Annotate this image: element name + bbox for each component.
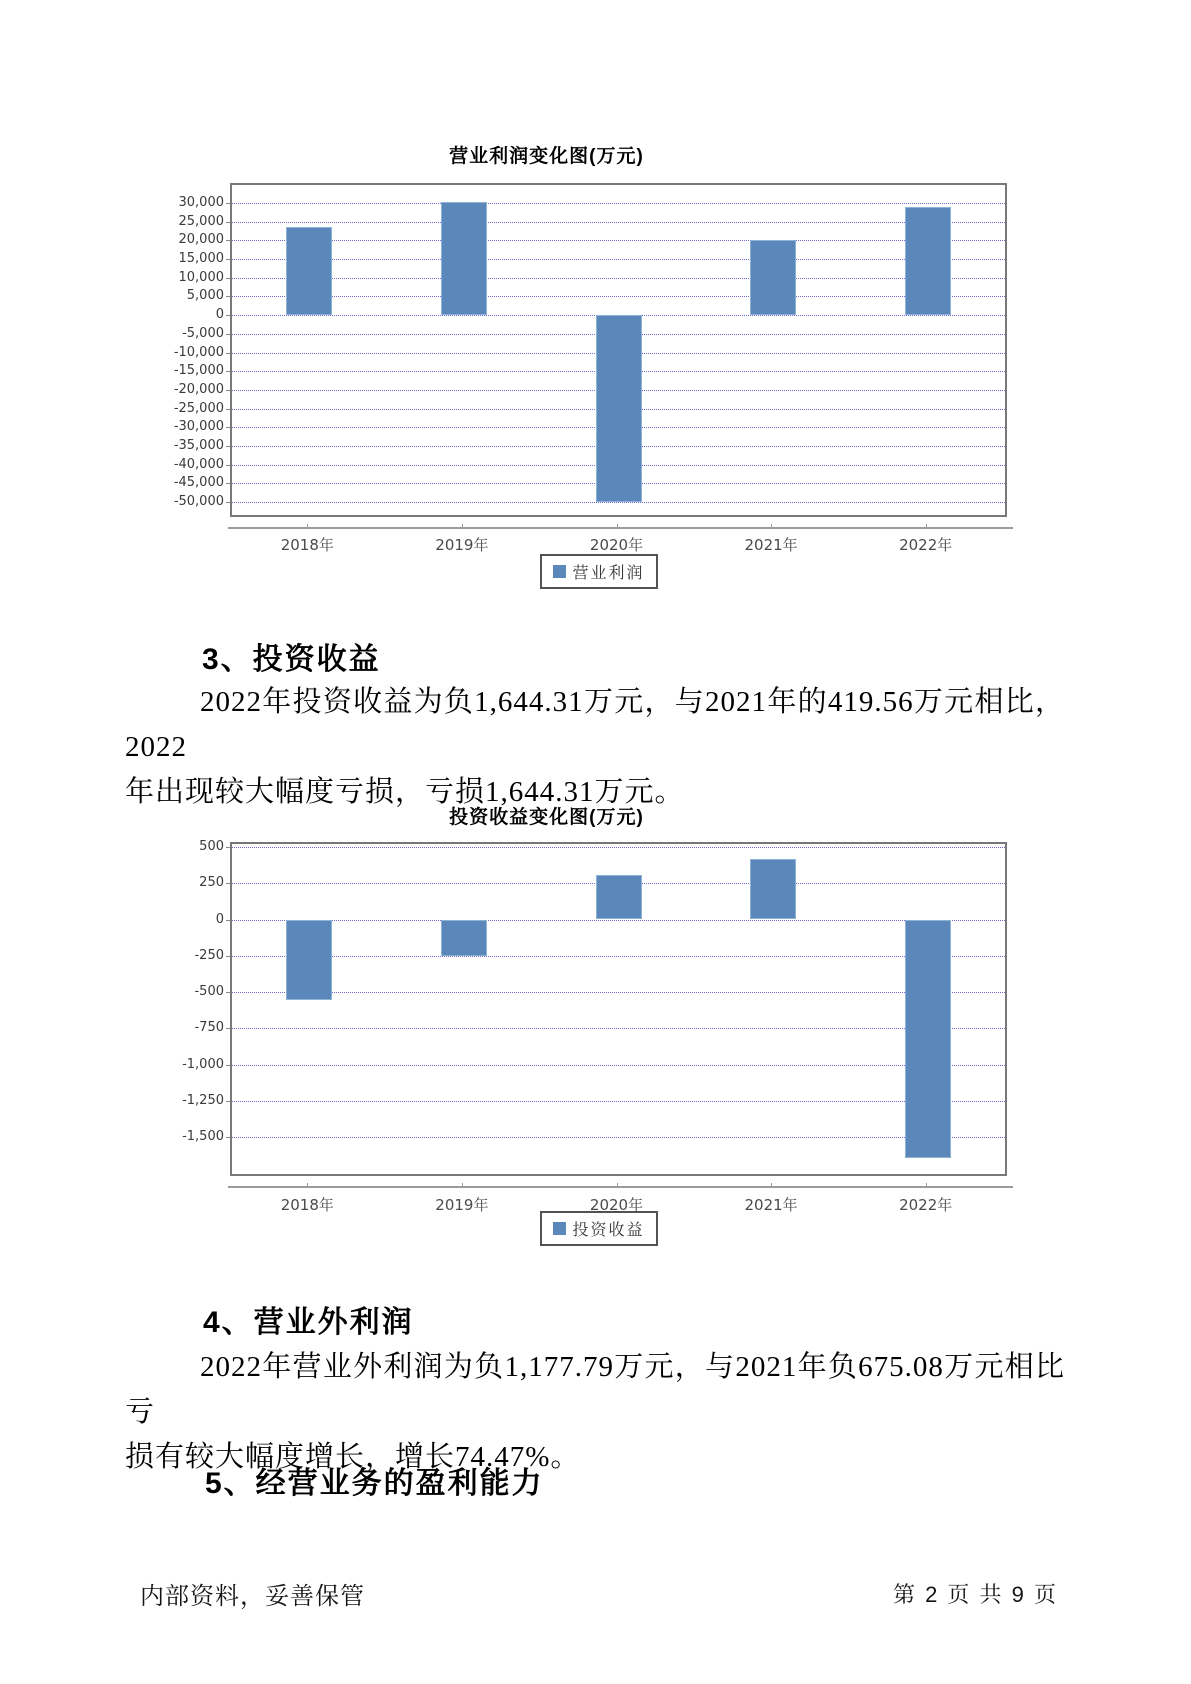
x-axis-tick xyxy=(617,1183,618,1188)
x-tick-label: 2020年 xyxy=(589,536,644,554)
y-axis-tick xyxy=(226,446,230,447)
legend-label: 投资收益 xyxy=(572,1222,645,1239)
y-axis-tick xyxy=(226,465,230,466)
y-tick-label: 10,000 xyxy=(178,269,224,285)
y-tick-label: -50,000 xyxy=(173,494,224,509)
legend-swatch xyxy=(552,565,565,578)
operating-profit-chart xyxy=(150,130,1010,600)
y-axis-tick xyxy=(226,296,230,297)
x-axis-tick xyxy=(462,524,463,529)
legend xyxy=(539,1211,657,1246)
y-tick-label: 500 xyxy=(199,839,224,854)
bar-2020年 xyxy=(596,315,642,502)
y-axis-tick xyxy=(226,1028,230,1029)
y-tick-label: 20,000 xyxy=(178,232,224,248)
x-axis-line xyxy=(228,1186,1013,1188)
y-axis-tick xyxy=(226,427,230,428)
y-tick-label: -45,000 xyxy=(173,475,224,491)
x-tick-label: 2021年 xyxy=(744,1196,798,1214)
footer-classification-note: 内部资料，妥善保管 xyxy=(140,1583,365,1610)
y-tick-label: -35,000 xyxy=(173,437,224,453)
y-axis-tick xyxy=(226,920,230,921)
x-axis-tick xyxy=(771,1183,772,1188)
footer-page-number: 第 2 页 共 9 页 xyxy=(892,1582,1058,1607)
bar-2019年 xyxy=(441,202,487,315)
y-axis-tick xyxy=(226,371,230,372)
section-heading-4: 4、营业外利润 xyxy=(203,1305,414,1339)
bar-2021年 xyxy=(750,859,796,920)
gridline xyxy=(232,259,1005,260)
y-tick-label: 30,000 xyxy=(178,195,224,210)
y-tick-label: -250 xyxy=(194,947,224,963)
x-axis-tick xyxy=(926,524,927,529)
y-tick-label: 250 xyxy=(199,875,224,891)
x-axis-tick xyxy=(307,1183,308,1188)
y-tick-label: -25,000 xyxy=(173,400,224,416)
y-axis-tick xyxy=(226,334,230,335)
paragraph-line: 2022年营业外利润为负1,177.79万元，与2021年负675.08万元相比亏 xyxy=(125,1351,1065,1428)
y-axis-tick xyxy=(226,956,230,957)
y-axis-tick xyxy=(226,203,230,204)
y-axis-tick xyxy=(226,278,230,279)
y-tick-label: 5,000 xyxy=(186,288,224,304)
gridline xyxy=(232,956,1005,957)
paragraph-line: 损有较大幅度增长，增长74.47%。 xyxy=(125,1441,581,1473)
paragraph-line: 年出现较大幅度亏损，亏损1,644.31万元。 xyxy=(125,776,685,808)
section-heading-5: 5、经营业务的盈利能力 xyxy=(205,1466,544,1500)
bar-2018年 xyxy=(286,920,332,1000)
legend-swatch xyxy=(552,1222,565,1235)
chart-title: 投资收益变化图(万元) xyxy=(449,807,644,828)
y-axis-tick xyxy=(226,390,230,391)
y-tick-label: -5,000 xyxy=(182,325,224,341)
gridline xyxy=(232,992,1005,993)
gridline xyxy=(232,920,1005,921)
plot-area xyxy=(230,183,1007,517)
chart-title: 营业利润变化图(万元) xyxy=(449,146,644,167)
y-axis-tick xyxy=(226,1137,230,1138)
gridline xyxy=(232,1137,1005,1138)
y-axis-tick xyxy=(226,409,230,410)
y-tick-label: -1,000 xyxy=(182,1056,224,1072)
y-tick-label: -15,000 xyxy=(173,363,224,379)
x-axis-tick xyxy=(307,524,308,529)
section-heading-3: 3、投资收益 xyxy=(202,642,381,676)
legend-label: 营业利润 xyxy=(572,565,645,582)
x-axis-tick xyxy=(617,524,618,529)
bar-2021年 xyxy=(750,240,796,315)
plot-area xyxy=(230,842,1007,1176)
x-axis-line xyxy=(228,527,1013,529)
y-axis-tick xyxy=(226,1065,230,1066)
y-tick-label: 0 xyxy=(215,307,224,323)
y-tick-label: -500 xyxy=(194,984,224,999)
x-axis-tick xyxy=(926,1183,927,1188)
y-axis-tick xyxy=(226,847,230,848)
x-axis-tick xyxy=(462,1183,463,1188)
y-axis-tick xyxy=(226,992,230,993)
gridline xyxy=(232,203,1005,204)
gridline xyxy=(232,296,1005,297)
y-tick-label: -30,000 xyxy=(173,419,224,435)
bar-2022年 xyxy=(905,920,951,1158)
x-tick-label: 2018年 xyxy=(280,536,334,554)
paragraph-line: 2022年投资收益为负1,644.31万元，与2021年的419.56万元相比，2022 xyxy=(125,686,1065,763)
y-axis-tick xyxy=(226,483,230,484)
y-tick-label: -750 xyxy=(194,1020,224,1036)
investment-income-chart xyxy=(150,790,1010,1260)
x-tick-label: 2022年 xyxy=(899,536,953,554)
y-tick-label: 15,000 xyxy=(178,251,224,267)
bar-2019年 xyxy=(441,920,487,957)
gridline xyxy=(232,1101,1005,1102)
x-tick-label: 2019年 xyxy=(435,1196,489,1214)
bar-2020年 xyxy=(596,875,642,920)
y-axis-tick xyxy=(226,883,230,884)
gridline xyxy=(232,278,1005,279)
x-tick-label: 2019年 xyxy=(435,536,489,554)
y-tick-label: -20,000 xyxy=(173,381,224,397)
x-tick-label: 2022年 xyxy=(899,1196,953,1214)
bar-2018年 xyxy=(286,227,332,315)
y-tick-label: -1,500 xyxy=(182,1129,224,1144)
bar-2022年 xyxy=(905,207,951,315)
gridline xyxy=(232,1028,1005,1029)
y-tick-label: -10,000 xyxy=(173,344,224,360)
gridline xyxy=(232,502,1005,503)
y-tick-label: 25,000 xyxy=(178,213,224,229)
y-axis-tick xyxy=(226,222,230,223)
x-tick-label: 2018年 xyxy=(280,1196,334,1214)
section-4-paragraph xyxy=(125,1345,1065,1480)
gridline xyxy=(232,1065,1005,1066)
y-axis-tick xyxy=(226,1101,230,1102)
x-tick-label: 2020年 xyxy=(589,1196,644,1214)
y-axis-tick xyxy=(226,315,230,316)
y-tick-label: 0 xyxy=(215,911,224,927)
y-axis-tick xyxy=(226,259,230,260)
gridline xyxy=(232,222,1005,223)
y-tick-label: -40,000 xyxy=(173,456,224,472)
y-axis-tick xyxy=(226,240,230,241)
y-tick-label: -1,250 xyxy=(182,1092,224,1108)
gridline xyxy=(232,847,1005,848)
y-axis-tick xyxy=(226,502,230,503)
x-tick-label: 2021年 xyxy=(744,536,798,554)
x-axis-tick xyxy=(771,524,772,529)
legend xyxy=(539,554,657,589)
y-axis-tick xyxy=(226,353,230,354)
gridline xyxy=(232,240,1005,241)
